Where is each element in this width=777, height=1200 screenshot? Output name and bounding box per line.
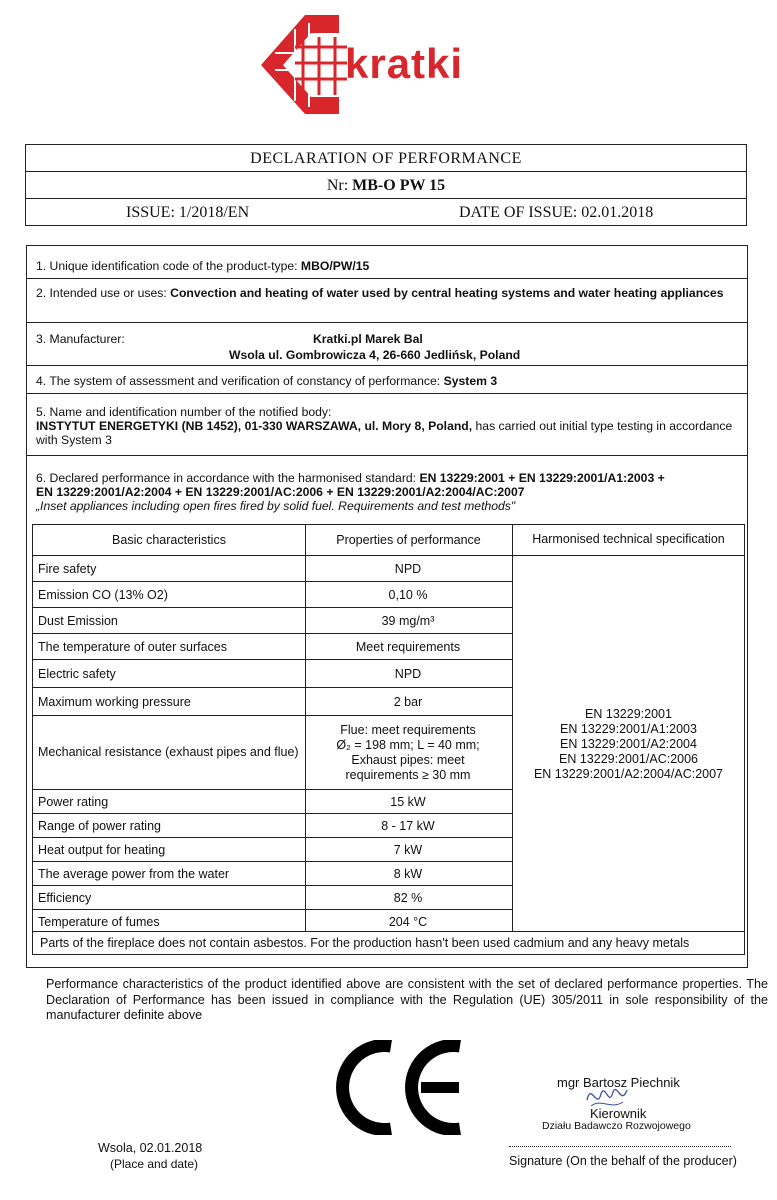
asbestos-note: Parts of the fireplace does not contain asbestos. For the production hasn't been used cadmium and any heavy metals: [33, 931, 744, 954]
spec-line: EN 13229:2001/AC:2006: [559, 752, 698, 766]
characteristic-name: Heat output for heating: [38, 842, 166, 857]
characteristic-name: Temperature of fumes: [38, 914, 160, 929]
table-row: [33, 633, 512, 659]
nr-value: MB-O PW 15: [352, 177, 446, 194]
table-row: [33, 581, 512, 607]
characteristic-name: Fire safety: [38, 561, 97, 576]
performance-value-line: Ø₂ = 198 mm; L = 40 mm;: [336, 737, 480, 752]
issue-date: DATE OF ISSUE: 02.01.2018: [459, 204, 654, 221]
notified-body-note: has carried out initial type testing in accordance with System 3: [36, 419, 733, 447]
spec-line: EN 13229:2001/A2:2004: [560, 737, 697, 751]
section-6-label: 6. Declared performance in accordance with the harmonised standard:: [36, 471, 417, 485]
header-basic: Basic characteristics: [112, 533, 226, 547]
section-3: [27, 323, 747, 366]
section-2-value: Convection and heating of water used by central heating systems and water heating appliances: [170, 286, 724, 300]
table-row: [33, 659, 512, 687]
performance-table: [32, 524, 745, 955]
spec-line: EN 13229:2001/A1:2003: [560, 722, 697, 736]
issue-row: [26, 199, 746, 226]
performance-value: 7 kW: [393, 842, 423, 857]
performance-value: 39 mg/m³: [381, 613, 435, 628]
signatory-name: mgr Bartosz Piechnik: [557, 1075, 680, 1090]
performance-value: 204 °C: [388, 914, 428, 929]
issue-number: ISSUE: 1/2018/EN: [126, 204, 250, 221]
characteristic-name: Electric safety: [38, 666, 116, 681]
table-row: [33, 715, 512, 789]
characteristic-name: Mechanical resistance (exhaust pipes and flue): [38, 745, 299, 759]
table-row: [33, 837, 512, 861]
ce-mark-icon: [335, 1040, 465, 1135]
spec-line: EN 13229:2001/A2:2004/AC:2007: [533, 767, 724, 781]
performance-value: NPD: [394, 561, 422, 576]
standard-line-1: EN 13229:2001 + EN 13229:2001/A1:2003 +: [419, 471, 665, 485]
performance-value: Meet requirements: [355, 639, 461, 654]
section-4-label: 4. The system of assessment and verification of constancy of performance:: [36, 374, 441, 388]
section-5: [27, 394, 747, 456]
characteristic-name: Efficiency: [38, 890, 92, 905]
spec-line: EN 13229:2001: [585, 707, 672, 721]
signature-label: Signature (On the behalf of the producer): [509, 1154, 737, 1168]
declaration-header: [25, 144, 747, 226]
characteristic-name: The average power from the water: [38, 866, 230, 881]
header-properties: Properties of performance: [336, 533, 481, 547]
characteristic-name: Emission CO (13% O2): [38, 587, 168, 602]
table-row: [33, 607, 512, 633]
performance-statement: Performance characteristics of the product identified above are consistent with the set of declared performance properties. The Declaration of Performance has been issued in compliance with the Regulation (UE) 305/2011 in sole responsibility of the manufacturer definite above: [46, 977, 768, 1022]
signature-line: [509, 1146, 731, 1147]
table-row: [33, 555, 512, 581]
performance-value: 2 bar: [393, 694, 423, 709]
table-row: [33, 861, 512, 885]
section-5-label: 5. Name and identification number of the notified body:: [36, 405, 332, 419]
section-2: [27, 279, 747, 323]
section-4-value: System 3: [443, 374, 498, 388]
table-row: [33, 687, 512, 715]
document-number: [26, 172, 746, 199]
document-title: DECLARATION OF PERFORMANCE: [26, 145, 746, 172]
table-row: [33, 909, 512, 933]
spec-cell: [512, 555, 745, 933]
performance-value: 15 kW: [390, 794, 426, 809]
table-row: [33, 789, 512, 813]
characteristic-name: Power rating: [38, 794, 109, 809]
performance-value-line: Flue: meet requirements: [340, 722, 476, 737]
performance-value-line: requirements ≥ 30 mm: [345, 767, 471, 782]
characteristic-name: The temperature of outer surfaces: [38, 639, 227, 654]
standard-note: „Inset appliances including open fires fired by solid fuel. Requirements and test methods": [36, 499, 516, 513]
place-and-date-label: (Place and date): [110, 1157, 199, 1171]
performance-value: 8 kW: [393, 866, 423, 881]
signatory-title: Kierownik: [590, 1106, 647, 1121]
nr-label: Nr:: [326, 177, 349, 194]
section-1-label: 1. Unique identification code of the product-type:: [36, 259, 298, 273]
section-4: [27, 366, 747, 394]
manufacturer-name: Kratki.pl Marek Bal: [313, 332, 423, 346]
characteristic-name: Range of power rating: [38, 818, 161, 833]
place-and-date: Wsola, 02.01.2018: [98, 1141, 203, 1155]
section-3-label: 3. Manufacturer:: [36, 332, 125, 346]
table-row: [33, 885, 512, 909]
brand-name: kratki: [345, 40, 464, 87]
section-2-label: 2. Intended use or uses:: [36, 286, 167, 300]
section-1: [27, 246, 747, 279]
header-spec: Harmonised technical specification: [532, 532, 725, 546]
characteristic-name: Maximum working pressure: [38, 694, 191, 709]
characteristic-name: Dust Emission: [38, 613, 118, 628]
signatory-department: Działu Badawczo Rozwojowego: [542, 1120, 691, 1132]
performance-value: 82 %: [393, 890, 423, 905]
performance-value-line: Exhaust pipes: meet: [351, 752, 465, 767]
table-row: [33, 813, 512, 837]
section-1-value: MBO/PW/15: [300, 259, 370, 273]
manufacturer-address: Wsola ul. Gombrowicza 4, 26-660 Jedlińsk, Poland: [229, 348, 521, 362]
performance-value: NPD: [394, 666, 422, 681]
performance-value: 8 - 17 kW: [381, 818, 435, 833]
standard-line-2: EN 13229:2001/A2:2004 + EN 13229:2001/AC:2006 + EN 13229:2001/A2:2004/AC:2007: [36, 485, 525, 499]
notified-body: INSTYTUT ENERGETYKI (NB 1452), 01-330 WARSZAWA, ul. Mory 8, Poland,: [36, 419, 473, 433]
performance-value: [305, 716, 511, 789]
performance-value: 0,10 %: [388, 587, 428, 602]
